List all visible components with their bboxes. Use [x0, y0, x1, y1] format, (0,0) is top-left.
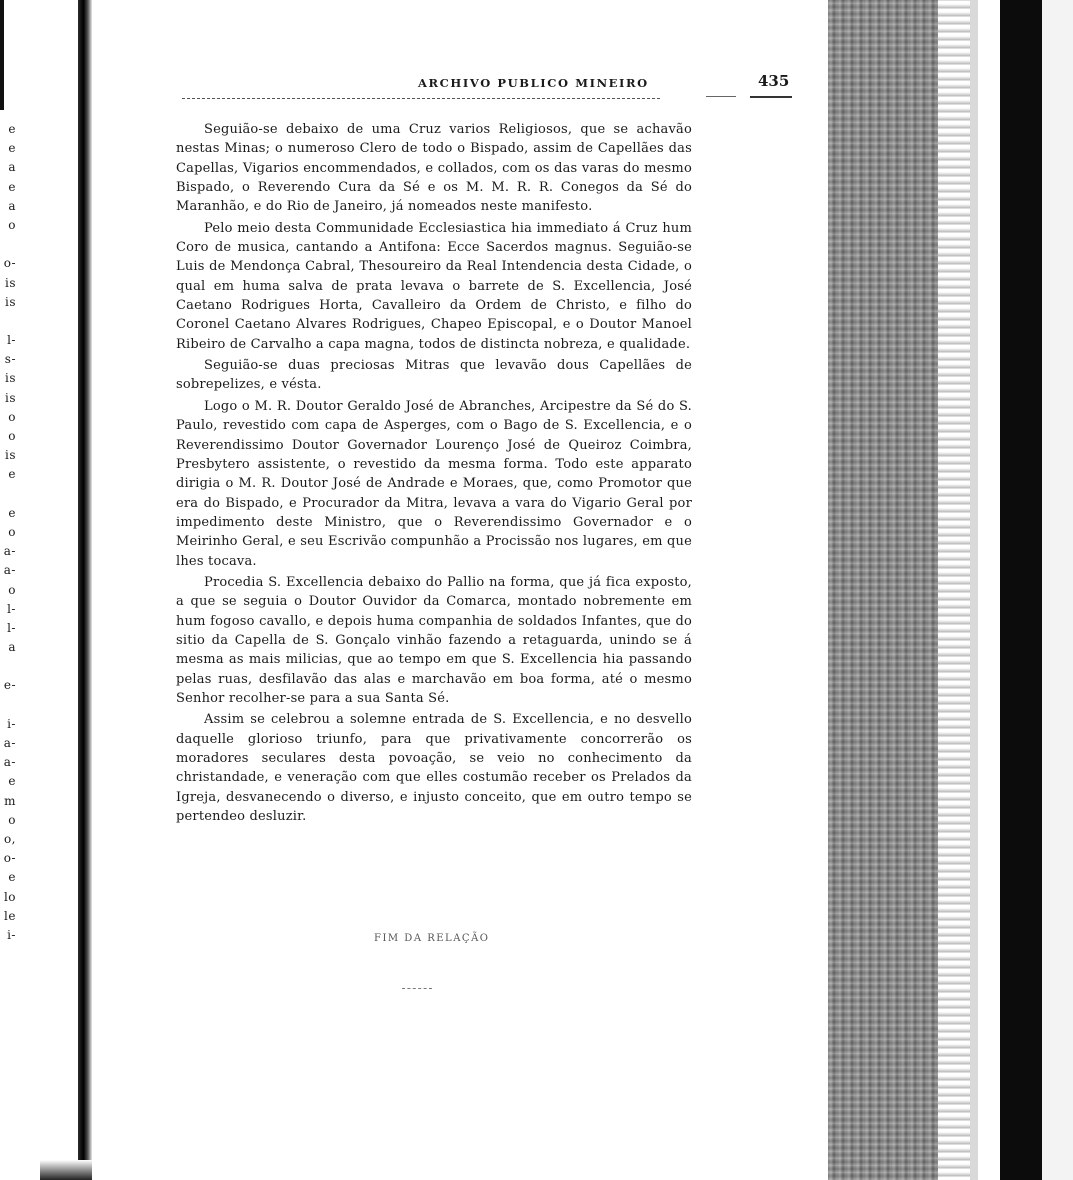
text-fragment: e- — [3, 678, 16, 693]
scan-noise-band — [938, 0, 970, 1180]
text-fragment: o — [8, 582, 16, 597]
text-fragment: a- — [3, 563, 16, 578]
text-fragment: e — [8, 122, 16, 136]
text-fragment — [0, 485, 16, 504]
text-fragment: is — [5, 294, 16, 309]
facing-page-text-fragments — [0, 120, 16, 945]
text-fragment: a- — [3, 736, 16, 750]
text-fragment: o — [8, 524, 16, 539]
text-fragment: a — [8, 198, 16, 213]
header-rule-segment — [706, 96, 736, 97]
text-fragment: i- — [7, 927, 16, 942]
text-fragment: a- — [3, 544, 16, 559]
binding-stripe — [970, 0, 978, 1180]
book-gutter — [78, 0, 92, 1180]
text-fragment: e — [8, 870, 16, 885]
gutter-shadow-bottom — [40, 1160, 92, 1180]
book-binding-edge — [820, 0, 1073, 1180]
text-fragment: le — [4, 908, 16, 923]
text-fragment: o- — [3, 256, 16, 271]
text-fragment: a- — [3, 755, 16, 770]
text-fragment: o — [8, 812, 16, 827]
text-fragment: o — [8, 409, 16, 424]
text-fragment: s- — [4, 352, 16, 367]
text-fragment: is — [5, 448, 16, 463]
paragraph: Seguião-se duas preciosas Mitras que levavão dous Capellães de sobrepelizes, e vésta. — [176, 358, 692, 393]
text-fragment: lo — [3, 889, 16, 904]
page-number: 435 — [758, 72, 790, 90]
text-fragment — [0, 696, 16, 715]
scan-noise-band — [828, 0, 938, 1180]
text-fragment: is — [5, 390, 16, 405]
text-fragment: a — [8, 160, 16, 175]
closing-rule — [402, 988, 432, 989]
text-fragment — [0, 312, 16, 331]
text-fragment: o — [8, 217, 16, 232]
book-page — [92, 0, 820, 1180]
text-fragment: m — [4, 793, 16, 808]
running-header — [182, 72, 792, 102]
text-fragment: o- — [3, 851, 16, 866]
text-fragment — [0, 657, 16, 676]
text-fragment: l- — [7, 620, 16, 635]
text-fragment: e — [8, 179, 16, 194]
text-fragment — [0, 235, 16, 254]
text-fragment: o — [8, 429, 16, 443]
text-fragment: e — [8, 505, 16, 520]
text-fragment: e — [8, 141, 16, 156]
text-fragment: o, — [3, 831, 16, 846]
header-rule-segment — [750, 96, 792, 98]
text-fragment: l- — [7, 601, 16, 616]
paragraph: Pelo meio desta Communidade Ecclesiastica hia immediato á Cruz hum Coro de musica, cantando a Antifona: Ecce Sacerdos magnus. Seguião-se Luis de Mendonça Cabral, Thesoureiro da Real Intendencia desta Cidade, o qual em huma salva de prata levava o barrete de S. Excellencia, José Caetano Rodrigues Horta, Cavalleiro da Ordem de Christo, e filho do Coronel Caetano Alvares Rodrigues, Chapeo Episcopal, e o Doutor Manoel Ribeiro de Carvalho a capa magna, todos de distincta nobreza, e qualidade. — [176, 220, 692, 352]
binding-white-band — [1042, 0, 1073, 1180]
facing-page-edge — [0, 0, 92, 1180]
paragraph: Logo o M. R. Doutor Geraldo José de Abranches, Arcipestre da Sé do S. Paulo, revestido com capa de Asperges, com o Bago de S. Excellencia, e o Reverendissimo Doutor Governador Lourenço José de Queiroz Coimbra, Presbytero assistente, o revestido da mesma forma. Todo este apparato dirigia o M. R. Doutor José de Andrade e Moraes, que, como Promotor que era do Bispado, e Procurador da Mitra, levava a vara do Vigario Geral por impedimento deste Ministro, que o Reverendissimo Governador e o Meirinho Geral, e seu Escrivão compunhão a Procissão nos lugares, em que lhes tocava. — [176, 398, 692, 569]
text-fragment: a — [8, 640, 16, 655]
paragraph: Assim se celebrou a solemne entrada de S. Excellencia, e no desvello daquelle glorioso triunfo, para que privativamente concorrerão os moradores seculares desta povoação, se veio no conhecimento da christandade, e veneração com que elles costumão receber os Prelados da Igreja, desvanecendo o diverso, e injusto conceito, que em outro tempo se pertendeo desluzir. — [176, 712, 692, 825]
body-text — [176, 120, 692, 828]
paragraph: Procedia S. Excellencia debaixo do Pallio na forma, que já fica exposto, a que se seguia o Doutor Ouvidor da Comarca, montado nobremente em hum fogoso cavallo, e depois huma companhia de soldados Infantes, que do sitio da Capella de S. Gonçalo vinhão fazendo a retaguarda, unindo se á mesma as mais milicias, que ao tempo em que S. Excellencia hia passando pelas ruas, desfilavão das alas e marchavão em boa forma, até o mesmo Senhor recolher-se para a sua Santa Sé. — [176, 574, 692, 706]
running-title: ARCHIVO PUBLICO MINEIRO — [418, 76, 649, 90]
binding-black-band — [1000, 0, 1042, 1180]
text-fragment: e — [8, 467, 16, 482]
page-edge-mark — [0, 0, 4, 110]
text-fragment: is — [5, 275, 16, 290]
text-fragment: l- — [7, 333, 16, 348]
text-fragment: is — [5, 371, 16, 386]
text-fragment: e — [8, 774, 16, 789]
end-of-section-label: FIM DA RELAÇÃO — [374, 933, 490, 944]
paragraph: Seguião-se debaixo de uma Cruz varios Religiosos, que se achavão nestas Minas; o numeroso Clero de todo o Bispado, assim de Capellães das Capellas, Vigarios encommendados, e collados, com os das varas do mesmo Bispado, o Reverendo Cura da Sé e os M. M. R. R. Conegos da Sé do Maranhão, e do Rio de Janeiro, já nomeados neste manifesto. — [176, 122, 692, 215]
text-fragment: i- — [7, 716, 16, 731]
header-rule — [182, 98, 660, 99]
